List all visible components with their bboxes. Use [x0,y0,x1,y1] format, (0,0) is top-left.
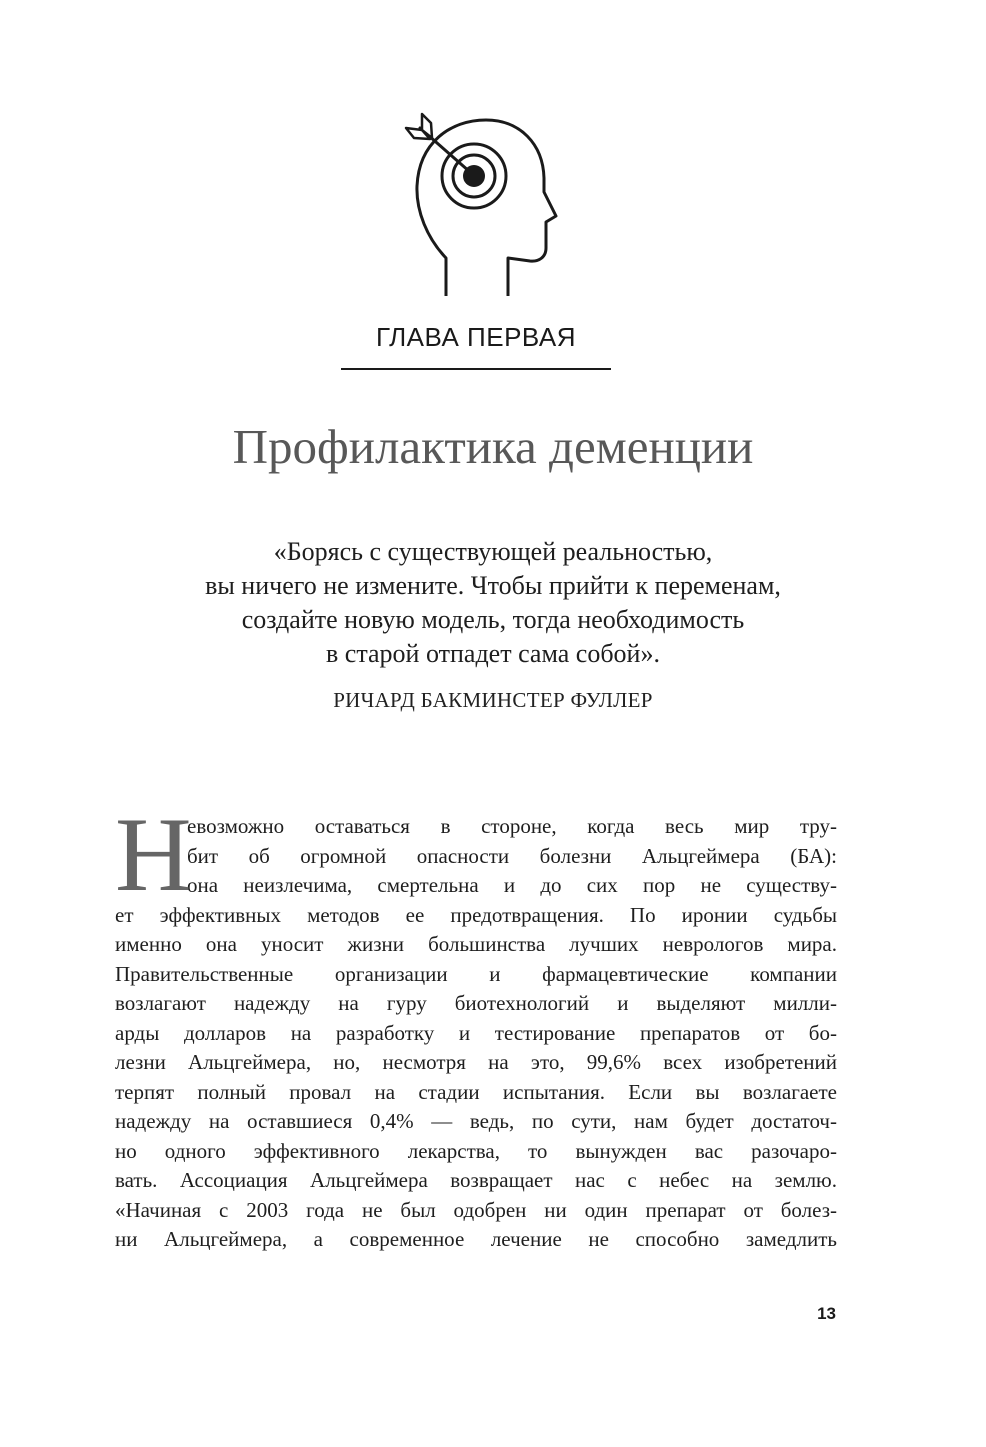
chapter-label: ГЛАВА ПЕРВАЯ [375,322,577,352]
epigraph-author: РИЧАРД БАКМИНСТЕР ФУЛЛЕР [333,688,653,712]
drop-cap: Н [115,796,192,913]
body-line: она неизлечима, смертельна и до сих пор не существу- [187,873,837,897]
epigraph-line: «Борясь с существующей реальностью, [273,537,713,566]
page-number: 13 [817,1304,836,1323]
epigraph-line: создайте новую модель, тогда необходимость [241,605,745,634]
body-line: возлагают надежду на гуру биотехнологий и выделяют милли- [115,991,837,1015]
body-line: евозможно оставаться в стороне, когда весь мир тру- [187,814,837,838]
epigraph-line: в старой отпадет сама собой». [326,639,660,668]
head-target-arrow-icon [400,108,564,296]
epigraph-line: вы ничего не измените. Чтобы прийти к переменам, [205,571,781,600]
body-line: ни Альцгеймера, а современное лечение не способно замедлить [115,1227,837,1251]
body-line: Правительственные организации и фармацевтические компании [115,961,837,986]
body-line: «Начиная с 2003 года не был одобрен ни один препарат от болез- [115,1197,837,1222]
body-line: ет эффективных методов ее предотвращения. По иронии судьбы [115,902,837,927]
epigraph-quote [0,535,986,671]
body-paragraph [115,796,837,1255]
body-line: вать. Ассоциация Альцгеймера возвращает нас с небес на землю. [115,1168,837,1192]
body-line: надежду на оставшиеся 0,4% — ведь, по сути, нам будет достаточ- [115,1109,837,1133]
chapter-title: Профилактика деменции [232,419,754,474]
body-line: но одного эффективного лекарства, то вынужден вас разочаро- [115,1138,837,1163]
body-line: лезни Альцгеймера, но, несмотря на это, 99,6% всех изобретений [115,1050,837,1074]
chapter-rule [341,368,611,370]
body-line: арды долларов на разработку и тестирование препаратов от бо- [115,1020,837,1045]
body-line: именно она уносит жизни большинства лучших неврологов мира. [115,932,837,956]
body-line: бит об огромной опасности болезни Альцгеймера (БА): [187,843,837,868]
body-line: терпят полный провал на стадии испытания. Если вы возлагаете [115,1079,837,1104]
